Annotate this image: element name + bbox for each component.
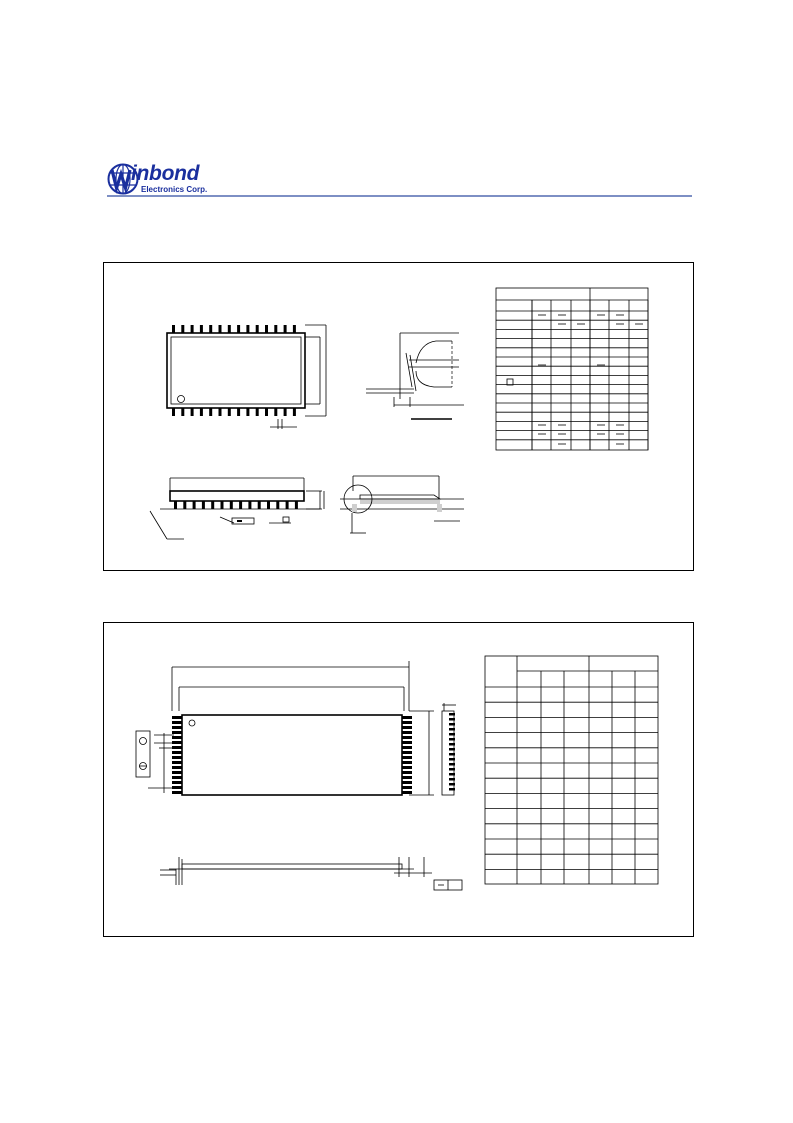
- lead-pin: [265, 408, 268, 416]
- lead-pin: [172, 781, 182, 784]
- lead-pin: [284, 325, 287, 333]
- dimension-table-2: [485, 656, 658, 884]
- lead-pin: [402, 716, 412, 719]
- lead-pin: [267, 501, 270, 509]
- lead-pin: [219, 408, 222, 416]
- lead-pin: [181, 408, 184, 416]
- lead-pin: [265, 325, 268, 333]
- lead-pin: [258, 501, 261, 509]
- lead-pin: [256, 325, 259, 333]
- lead-pin: [200, 408, 203, 416]
- lead-pin: [221, 501, 224, 509]
- lead-pin: [202, 501, 205, 509]
- lead-pin: [402, 791, 412, 794]
- lead-pin: [172, 726, 182, 729]
- lead-pin: [284, 408, 287, 416]
- lead-pin: [402, 736, 412, 739]
- lead-detail-drawing: [366, 333, 464, 419]
- lead-pin: [449, 788, 455, 791]
- lead-pin: [449, 738, 455, 741]
- lead-pin: [449, 743, 455, 746]
- dimension-table-1: [496, 288, 648, 450]
- lead-pin: [402, 761, 412, 764]
- lead-pin: [402, 751, 412, 754]
- lead-pin: [246, 408, 249, 416]
- lead-pin: [402, 766, 412, 769]
- right-side-view-2: [442, 703, 456, 795]
- brand-subtitle: Electronics Corp.: [141, 185, 208, 194]
- pin-one-indicator-icon: [178, 396, 185, 403]
- lead-pin: [239, 501, 242, 509]
- lead-pin: [172, 761, 182, 764]
- lead-pin: [449, 758, 455, 761]
- lead-pin: [172, 791, 182, 794]
- lead-pin: [172, 721, 182, 724]
- datum-square-icon: [283, 517, 289, 522]
- lead-pin: [172, 756, 182, 759]
- lead-pin: [449, 713, 455, 716]
- lead-pin: [183, 501, 186, 509]
- lead-pin: [172, 766, 182, 769]
- package-drawing-panel-1: [103, 262, 694, 571]
- lead-pin: [449, 748, 455, 751]
- lead-pin: [402, 756, 412, 759]
- lead-pin: [449, 768, 455, 771]
- lead-pin: [402, 771, 412, 774]
- lead-pin: [228, 408, 231, 416]
- lead-pin: [172, 731, 182, 734]
- lead-pin: [172, 325, 175, 333]
- side-view-drawing: [150, 478, 324, 539]
- datum-square-icon: [507, 379, 513, 385]
- lead-pin: [402, 781, 412, 784]
- end-view-drawing: [340, 476, 464, 533]
- package-drawing-1: [104, 263, 693, 570]
- lead-pin: [295, 501, 298, 509]
- lead-pin: [211, 501, 214, 509]
- lead-pin: [209, 408, 212, 416]
- lead-pin: [449, 733, 455, 736]
- lead-pin: [228, 325, 231, 333]
- lead-pin: [174, 501, 177, 509]
- bottom-side-view-2: [160, 857, 462, 890]
- lead-pin: [402, 726, 412, 729]
- lead-pin: [449, 783, 455, 786]
- lead-pin: [402, 776, 412, 779]
- lead-pin: [449, 773, 455, 776]
- lead-pin: [402, 731, 412, 734]
- top-view-drawing: [167, 325, 326, 429]
- lead-pin: [449, 778, 455, 781]
- brand-name: inbond: [131, 162, 200, 185]
- lead-pin: [219, 325, 222, 333]
- lead-pin: [248, 501, 251, 509]
- lead-pin: [449, 763, 455, 766]
- lead-pin: [172, 746, 182, 749]
- lead-pin: [172, 786, 182, 789]
- lead-pin: [449, 728, 455, 731]
- lead-pin: [191, 325, 194, 333]
- lead-pin: [193, 501, 196, 509]
- lead-pin: [286, 501, 289, 509]
- lead-pin: [230, 501, 233, 509]
- lead-pin: [402, 741, 412, 744]
- lead-pin: [293, 325, 296, 333]
- lead-pin: [293, 408, 296, 416]
- lead-pin: [449, 753, 455, 756]
- lead-pin: [402, 721, 412, 724]
- lead-pin: [172, 408, 175, 416]
- package-drawing-panel-2: [103, 622, 694, 937]
- lead-pin: [209, 325, 212, 333]
- lead-pin: [449, 718, 455, 721]
- lead-pin: [402, 746, 412, 749]
- lead-pin: [237, 408, 240, 416]
- top-view-drawing-2: [136, 661, 434, 795]
- lead-pin: [172, 771, 182, 774]
- lead-pin: [172, 751, 182, 754]
- package-drawing-2: [104, 623, 693, 936]
- lead-pin: [172, 776, 182, 779]
- lead-pin: [402, 786, 412, 789]
- lead-pin: [172, 741, 182, 744]
- lead-pin: [246, 325, 249, 333]
- header-divider: [107, 195, 692, 197]
- lead-pin: [181, 325, 184, 333]
- lead-pin: [274, 408, 277, 416]
- lead-pin: [172, 716, 182, 719]
- lead-pin: [191, 408, 194, 416]
- lead-pin: [449, 723, 455, 726]
- pin-one-indicator-icon-2: [189, 720, 195, 726]
- lead-pin: [237, 325, 240, 333]
- lead-pin: [256, 408, 259, 416]
- lead-pin: [274, 325, 277, 333]
- lead-pin: [276, 501, 279, 509]
- lead-pin: [172, 736, 182, 739]
- lead-pin: [200, 325, 203, 333]
